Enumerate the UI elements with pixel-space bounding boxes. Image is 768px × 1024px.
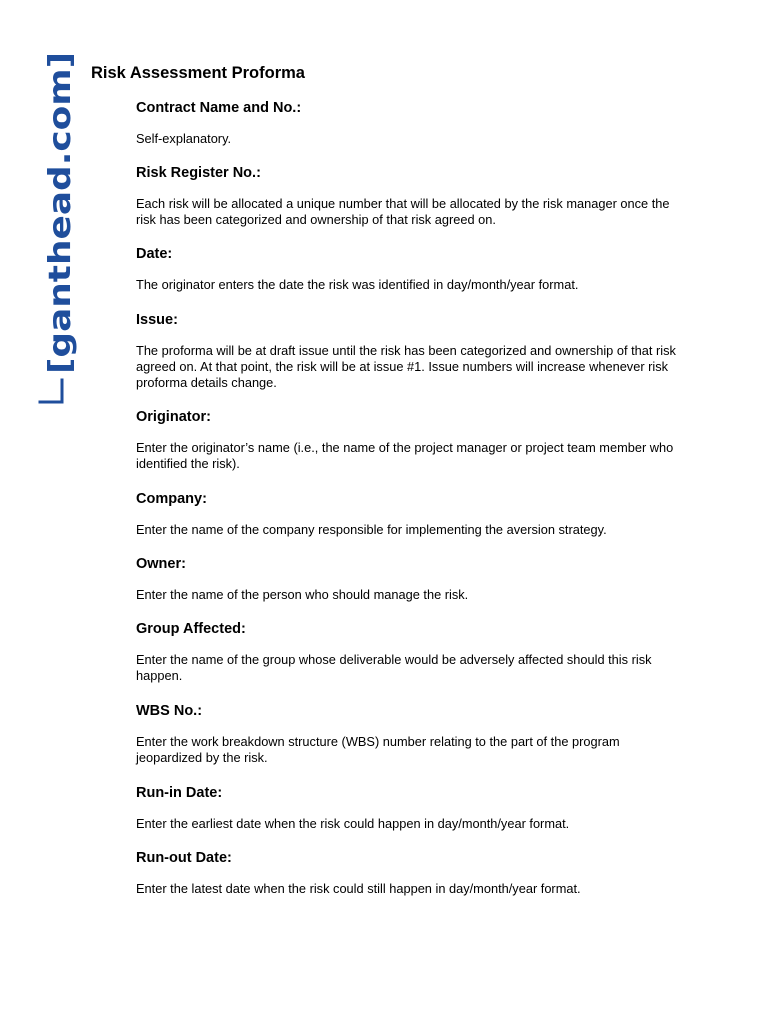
section-heading: Issue: bbox=[136, 312, 178, 328]
section-body: Enter the name of the person who should manage the risk. bbox=[136, 587, 469, 602]
section-originator bbox=[136, 408, 681, 472]
section-date bbox=[136, 245, 681, 293]
gantthead-logo bbox=[22, 48, 84, 410]
section-heading: Originator: bbox=[136, 409, 211, 425]
section-owner bbox=[136, 555, 681, 603]
logo-text: [ganthead.com] bbox=[43, 104, 78, 374]
section-contract-name bbox=[136, 99, 681, 147]
section-body: Self-explanatory. bbox=[136, 131, 232, 146]
section-heading: Contract Name and No.: bbox=[136, 100, 302, 116]
section-run-out-date bbox=[136, 849, 681, 897]
section-heading: Run-in Date: bbox=[136, 785, 223, 801]
section-wbs-no bbox=[136, 702, 681, 766]
section-group-affected bbox=[136, 620, 681, 684]
section-heading: Company: bbox=[136, 491, 207, 507]
section-body: Enter the name of the company responsible for implementing the aversion strategy. bbox=[136, 522, 607, 537]
section-risk-register-no bbox=[136, 164, 681, 228]
section-body: Enter the work breakdown structure (WBS) number relating to the part of the program jeopardized by the risk. bbox=[136, 734, 620, 765]
logo-corner-mark bbox=[40, 380, 62, 402]
section-body: The proforma will be at draft issue until the risk has been categorized and ownership of that risk agreed on. At that point, the risk will be at issue #1. Issue numbers will increase whenever risk proforma details change. bbox=[136, 343, 676, 390]
section-heading: WBS No.: bbox=[136, 703, 203, 719]
section-body: The originator enters the date the risk was identified in day/month/year format. bbox=[136, 277, 579, 292]
section-run-in-date bbox=[136, 784, 681, 832]
section-body: Enter the name of the group whose deliverable would be adversely affected should this risk happen. bbox=[136, 652, 652, 683]
section-body: Enter the earliest date when the risk could happen in day/month/year format. bbox=[136, 816, 570, 831]
section-heading: Group Affected: bbox=[136, 621, 246, 637]
section-heading: Run-out Date: bbox=[136, 850, 232, 866]
section-heading: Risk Register No.: bbox=[136, 165, 261, 181]
section-body: Enter the originator’s name (i.e., the name of the project manager or project team member who identified the risk). bbox=[136, 440, 674, 471]
document-title: Risk Assessment Proforma bbox=[91, 64, 305, 82]
section-heading: Date: bbox=[136, 246, 173, 262]
section-company bbox=[136, 490, 681, 538]
section-issue bbox=[136, 311, 681, 391]
section-body: Each risk will be allocated a unique number that will be allocated by the risk manager once the risk has been categorized and ownership of that risk agreed on. bbox=[136, 196, 670, 227]
section-body: Enter the latest date when the risk could still happen in day/month/year format. bbox=[136, 881, 581, 896]
gantthead-logo-graphic bbox=[22, 48, 84, 410]
section-heading: Owner: bbox=[136, 556, 186, 572]
